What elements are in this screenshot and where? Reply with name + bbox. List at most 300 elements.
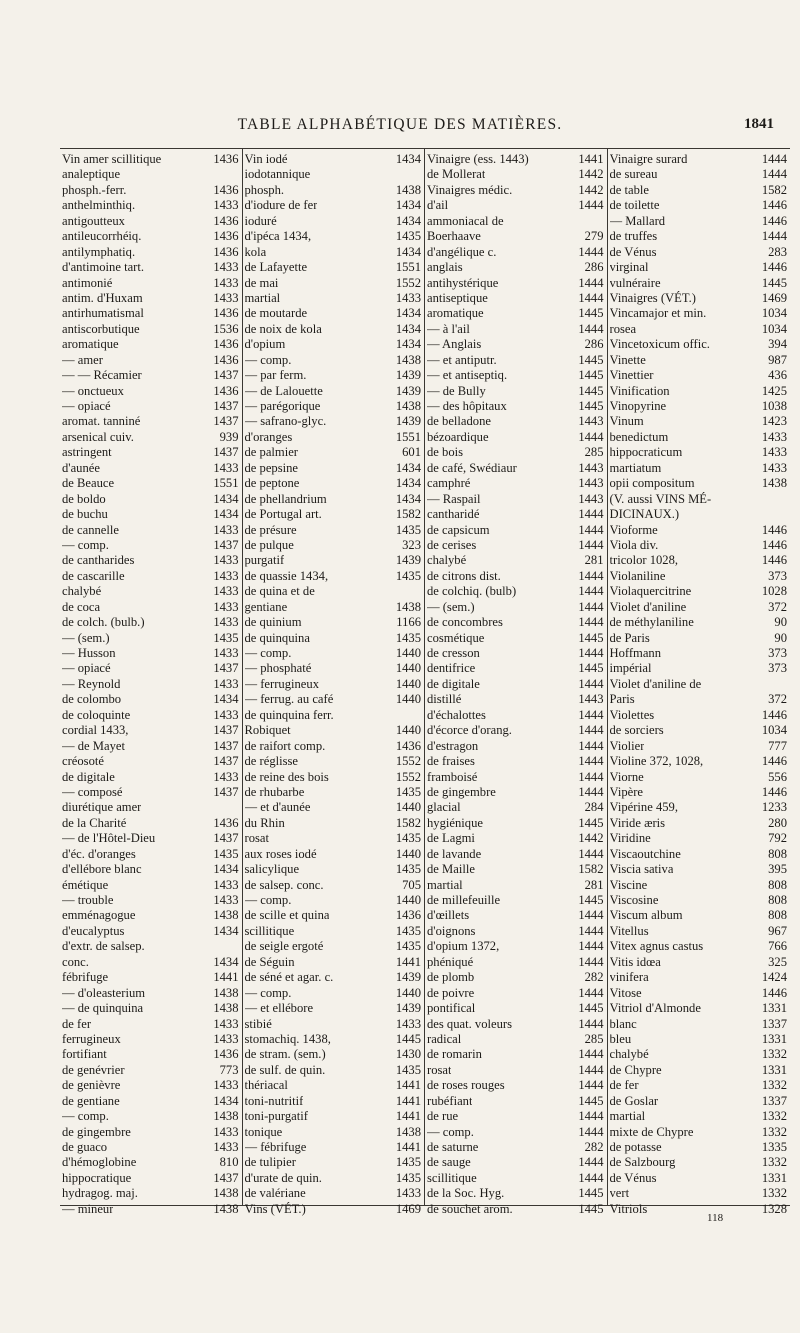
entry-page-ref: 1440 <box>395 893 421 907</box>
index-entry <box>245 183 422 198</box>
entry-term: mixte de Chypre <box>609 1124 694 1139</box>
index-entry <box>427 152 604 167</box>
entry-term: antilymphatiq. <box>62 244 136 259</box>
entry-term: de Portugal art. <box>244 507 322 522</box>
index-entry <box>245 862 422 877</box>
entry-term: d'œillets <box>427 908 470 923</box>
entry-term: de buchu <box>62 507 108 522</box>
entry-term: de raifort comp. <box>244 738 326 753</box>
index-entry <box>62 677 239 692</box>
index-entry <box>610 785 788 800</box>
entry-term: Viola div. <box>609 537 659 552</box>
index-entry <box>427 1017 604 1032</box>
entry-term: de boldo <box>62 491 106 506</box>
entry-page-ref: 1433 <box>395 290 421 305</box>
entry-term: d'échalottes <box>427 707 486 722</box>
entry-term: — d'oleasterium <box>62 985 146 1000</box>
entry-term: de souchet arom. <box>427 1201 513 1216</box>
index-entry <box>427 276 604 291</box>
entry-term: de sorciers <box>609 723 664 738</box>
entry-term: Viride æris <box>609 815 666 830</box>
entry-page-ref: 1441 <box>578 152 604 166</box>
index-entry <box>610 986 788 1001</box>
entry-page-ref: 1433 <box>761 445 787 460</box>
entry-page-ref: 808 <box>768 846 787 861</box>
entry-term: — safrano-glyc. <box>244 414 327 429</box>
entry-term: analeptique <box>62 167 121 182</box>
index-entry <box>427 1032 604 1047</box>
index-entry <box>62 492 239 507</box>
index-entry <box>427 847 604 862</box>
entry-page-ref: 1444 <box>578 244 604 259</box>
entry-term: de mai <box>244 275 279 290</box>
entry-term: kola <box>244 244 267 259</box>
entry-term: de cresson <box>427 646 480 660</box>
entry-page-ref: 282 <box>584 970 604 985</box>
entry-term: d'urate de quin. <box>244 1170 322 1185</box>
index-entry <box>62 692 239 707</box>
index-entry <box>245 430 422 445</box>
entry-term: ferrugineux <box>62 1031 121 1046</box>
index-entry <box>610 507 788 522</box>
entry-term: d'ail <box>427 198 449 213</box>
index-entry <box>245 986 422 1001</box>
entry-term: d'éc. d'oranges <box>62 846 136 861</box>
index-entry <box>610 924 788 939</box>
index-entry <box>62 214 239 229</box>
entry-page-ref: 1437 <box>213 738 239 753</box>
entry-page-ref: 1436 <box>213 1047 239 1062</box>
entry-term: du Rhin <box>244 815 285 830</box>
entry-page-ref: 1444 <box>578 537 604 552</box>
index-entry <box>245 1094 422 1109</box>
index-entry <box>427 214 604 229</box>
index-entry <box>610 553 788 568</box>
entry-term: Vinum <box>609 414 644 429</box>
entry-term: de millefeuille <box>427 893 501 907</box>
index-entry <box>427 1140 604 1155</box>
entry-term: — comp. <box>427 1124 474 1139</box>
index-entry <box>62 430 239 445</box>
entry-term: aromat. tanniné <box>62 414 141 429</box>
entry-page-ref: 1434 <box>395 460 421 475</box>
entry-term: créosoté <box>62 754 104 769</box>
index-entry <box>610 1155 788 1170</box>
entry-term: — de Bully <box>427 383 486 398</box>
index-entry <box>610 445 788 460</box>
entry-page-ref: 1446 <box>761 985 787 1000</box>
entry-page-ref: 1444 <box>578 584 604 599</box>
entry-term: — comp. <box>62 537 109 552</box>
entry-term: — de quinquina <box>62 1001 144 1016</box>
index-entry <box>610 1063 788 1078</box>
entry-page-ref: 1436 <box>213 182 239 197</box>
entry-term: Vin amer scillitique <box>62 152 162 166</box>
entry-term: — et antiputr. <box>427 352 497 367</box>
index-entry <box>62 183 239 198</box>
entry-term: de Paris <box>609 630 650 645</box>
index-entry <box>610 461 788 476</box>
entry-page-ref: 1434 <box>213 1093 239 1108</box>
entry-page-ref: 1328 <box>761 1201 787 1216</box>
entry-term: de truffes <box>609 229 658 244</box>
entry-term: d'ellébore blanc <box>62 862 142 877</box>
entry-term: martial <box>244 290 281 305</box>
entry-page-ref: 1440 <box>395 800 421 815</box>
entry-term: — mineur <box>62 1201 114 1216</box>
entry-term: Violettes <box>609 707 655 722</box>
index-entry <box>62 1109 239 1124</box>
index-entry <box>427 291 604 306</box>
entry-page-ref: 1446 <box>761 522 787 537</box>
index-entry <box>245 1063 422 1078</box>
entry-page-ref: 1436 <box>213 337 239 352</box>
entry-term: Robiquet <box>244 723 291 738</box>
entry-term: bézoardique <box>427 429 489 444</box>
entry-page-ref: 1433 <box>395 1016 421 1031</box>
entry-term: de cannelle <box>62 522 119 537</box>
entry-term: de Vénus <box>609 244 657 259</box>
entry-term: gentiane <box>244 599 288 614</box>
index-entry <box>427 384 604 399</box>
index-entry <box>245 970 422 985</box>
entry-term: chalybé <box>609 1047 649 1062</box>
entry-term: d'opium 1372, <box>427 939 500 954</box>
entry-page-ref: 1436 <box>213 213 239 228</box>
entry-term: cordial 1433, <box>62 723 129 738</box>
index-entry <box>245 1109 422 1124</box>
entry-term: antigoutteux <box>62 213 125 228</box>
entry-term: iodotannique <box>244 167 311 182</box>
entry-page-ref: 1438 <box>395 399 421 413</box>
entry-term: stomachiq. 1438, <box>244 1031 331 1046</box>
entry-term: Viridine <box>609 831 651 846</box>
index-entry <box>610 831 788 846</box>
entry-term: de guaco <box>62 1140 108 1154</box>
index-entry <box>427 461 604 476</box>
index-entry <box>62 1001 239 1016</box>
entry-term: purgatif <box>244 553 285 568</box>
index-entry <box>610 631 788 646</box>
entry-page-ref: 1444 <box>578 738 604 753</box>
entry-term: phosph. <box>244 182 285 197</box>
entry-term: — phosphaté <box>244 661 312 676</box>
entry-term: de Maille <box>427 862 475 877</box>
entry-page-ref: 1433 <box>213 584 239 599</box>
index-entry <box>610 198 788 213</box>
index-entry <box>62 1063 239 1078</box>
index-entry <box>62 167 239 182</box>
entry-page-ref: 1582 <box>761 182 787 197</box>
entry-page-ref: 1444 <box>578 522 604 537</box>
index-entry <box>610 939 788 954</box>
index-entry <box>245 553 422 568</box>
entry-term: framboisé <box>427 769 478 784</box>
entry-page-ref: 1436 <box>213 352 239 367</box>
entry-page-ref: 1445 <box>578 1093 604 1108</box>
index-entry <box>610 646 788 661</box>
entry-page-ref: 1443 <box>578 414 604 429</box>
entry-page-ref: 279 <box>584 229 604 244</box>
entry-term: de coloquinte <box>62 707 131 722</box>
index-entry <box>62 569 239 584</box>
entry-term: Viscum album <box>609 908 683 923</box>
index-entry <box>245 353 422 368</box>
entry-page-ref: 1443 <box>578 476 604 491</box>
index-entry <box>245 1140 422 1155</box>
entry-page-ref: 1434 <box>213 923 239 938</box>
entry-page-ref: 1443 <box>578 491 604 506</box>
index-entry <box>610 353 788 368</box>
index-entry <box>610 1109 788 1124</box>
entry-term: — Mallard <box>609 213 666 228</box>
index-entry <box>62 723 239 738</box>
entry-page-ref: 1446 <box>761 260 787 275</box>
entry-term: d'extr. de salsep. <box>62 939 145 954</box>
entry-term: d'aunée <box>62 460 100 475</box>
entry-term: distillé <box>427 692 462 707</box>
entry-page-ref: 285 <box>584 445 604 460</box>
entry-term: — ferrugineux <box>244 676 319 691</box>
index-entry <box>610 523 788 538</box>
entry-term: d'eucalyptus <box>62 923 125 938</box>
entry-term: chalybé <box>62 584 102 599</box>
entry-page-ref: 1434 <box>213 491 239 506</box>
index-entry <box>610 723 788 738</box>
index-entry <box>427 723 604 738</box>
entry-term: conc. <box>62 954 89 969</box>
index-entry <box>62 955 239 970</box>
entry-page-ref: 394 <box>768 337 787 352</box>
entry-page-ref: 1444 <box>761 167 787 182</box>
entry-term: fébrifuge <box>62 970 109 985</box>
index-entry <box>610 1001 788 1016</box>
entry-term: de genièvre <box>62 1078 121 1093</box>
entry-term: d'ipéca 1434, <box>244 229 312 244</box>
index-entry <box>62 445 239 460</box>
index-entry <box>62 893 239 908</box>
entry-page-ref: 1440 <box>395 676 421 691</box>
entry-page-ref: 286 <box>584 260 604 275</box>
entry-term: rosat <box>427 1062 452 1077</box>
entry-term: camphré <box>427 476 471 491</box>
entry-term: Vins (VÉT.) <box>244 1201 306 1216</box>
index-entry <box>610 816 788 831</box>
index-entry <box>427 322 604 337</box>
entry-page-ref: 1441 <box>395 1093 421 1108</box>
entry-term: — et ellébore <box>244 1001 314 1016</box>
entry-page-ref: 1440 <box>395 661 421 676</box>
entry-term: scillitique <box>244 923 295 938</box>
index-entry <box>427 1155 604 1170</box>
entry-term: de phellandrium <box>244 491 327 506</box>
entry-term: Viscine <box>609 877 648 892</box>
index-entry <box>427 677 604 692</box>
entry-term: martiatum <box>609 460 662 475</box>
entry-term: rubéfiant <box>427 1093 473 1108</box>
entry-page-ref: 1439 <box>395 1001 421 1016</box>
entry-term: de Mollerat <box>427 167 486 182</box>
index-entry <box>427 816 604 831</box>
entry-page-ref: 1438 <box>213 1201 239 1216</box>
index-entry <box>427 862 604 877</box>
index-entry <box>245 337 422 352</box>
entry-term: toni-purgatif <box>244 1109 308 1124</box>
entry-page-ref: 1434 <box>395 337 421 352</box>
index-entry <box>245 878 422 893</box>
entry-term: — de l'Hôtel-Dieu <box>62 831 156 846</box>
entry-page-ref: 1446 <box>761 553 787 568</box>
entry-term: Vitis idœa <box>609 954 661 969</box>
entry-page-ref: 1445 <box>578 399 604 413</box>
index-column-4 <box>608 149 791 1216</box>
entry-page-ref: 1445 <box>578 1201 604 1216</box>
index-entry <box>245 677 422 692</box>
entry-page-ref: 1434 <box>213 692 239 707</box>
entry-term: de gingembre <box>427 784 496 799</box>
index-entry <box>610 800 788 815</box>
entry-page-ref: 808 <box>768 908 787 923</box>
entry-term: de fer <box>62 1016 92 1031</box>
entry-page-ref: 1442 <box>578 167 604 182</box>
index-entry <box>245 167 422 182</box>
index-entry <box>610 399 788 414</box>
entry-term: Violet d'aniline <box>609 599 687 614</box>
entry-term: d'oignons <box>427 923 476 938</box>
entry-term: de capsicum <box>427 522 490 537</box>
index-entry <box>245 198 422 213</box>
index-entry <box>610 600 788 615</box>
index-entry <box>427 1078 604 1093</box>
entry-term: hygiénique <box>427 815 483 830</box>
entry-term: de Chypre <box>609 1062 662 1077</box>
entry-term: de concombres <box>427 615 503 630</box>
index-entry <box>427 661 604 676</box>
index-entry <box>245 692 422 707</box>
entry-page-ref: 1582 <box>395 507 421 522</box>
index-entry <box>245 584 422 599</box>
entry-page-ref: 1439 <box>395 368 421 383</box>
index-entry <box>62 862 239 877</box>
entry-page-ref: 1433 <box>213 1124 239 1139</box>
entry-term: vert <box>609 1186 630 1201</box>
entry-page-ref: 1444 <box>578 985 604 1000</box>
index-entry <box>610 1202 788 1217</box>
index-entry <box>62 754 239 769</box>
entry-term: — Anglais <box>427 337 482 352</box>
entry-term: Vincetoxicum offic. <box>609 337 710 352</box>
entry-page-ref: 1435 <box>395 522 421 537</box>
entry-page-ref: 1433 <box>213 553 239 568</box>
index-entry <box>245 245 422 260</box>
entry-page-ref: 1582 <box>395 815 421 830</box>
index-entry <box>245 476 422 491</box>
index-entry <box>62 384 239 399</box>
entry-page-ref: 1436 <box>213 815 239 830</box>
entry-page-ref: 1444 <box>578 599 604 614</box>
index-entry <box>245 631 422 646</box>
index-entry <box>62 908 239 923</box>
entry-term: d'iodure de fer <box>244 198 318 213</box>
entry-page-ref: 1433 <box>761 460 787 475</box>
entry-page-ref: 1436 <box>213 244 239 259</box>
index-entry <box>62 1125 239 1140</box>
entry-term: anglais <box>427 260 463 275</box>
entry-page-ref: 1434 <box>213 507 239 522</box>
entry-page-ref: 1433 <box>213 615 239 630</box>
entry-page-ref: 1469 <box>395 1201 421 1216</box>
entry-page-ref: 1433 <box>213 290 239 305</box>
index-entry <box>610 1094 788 1109</box>
entry-page-ref: 1436 <box>395 908 421 923</box>
index-entry <box>427 1202 604 1217</box>
entry-page-ref: 1438 <box>761 476 787 491</box>
entry-page-ref: 1435 <box>395 939 421 954</box>
entry-term: Viscosine <box>609 893 659 907</box>
index-entry <box>427 569 604 584</box>
index-entry <box>610 708 788 723</box>
entry-page-ref: 1332 <box>761 1124 787 1139</box>
entry-page-ref: 1445 <box>578 1001 604 1016</box>
entry-term: — (sem.) <box>62 630 110 645</box>
entry-term: de quassie 1434, <box>244 568 329 583</box>
index-entry <box>427 955 604 970</box>
entry-term: — Raspail <box>427 491 481 506</box>
index-entry <box>62 615 239 630</box>
index-entry <box>62 507 239 522</box>
entry-page-ref: 1435 <box>395 229 421 244</box>
entry-term: Vincamajor et min. <box>609 306 707 321</box>
entry-page-ref: 1438 <box>395 352 421 367</box>
entry-term: de plomb <box>427 970 475 985</box>
index-entry <box>427 615 604 630</box>
index-entry <box>427 445 604 460</box>
index-entry <box>245 1125 422 1140</box>
entry-term: de cascarille <box>62 568 125 583</box>
entry-page-ref: 1469 <box>761 290 787 305</box>
entry-term: Vitose <box>609 985 642 1000</box>
entry-term: Vinettier <box>609 368 654 383</box>
entry-term: de sauge <box>427 1155 471 1170</box>
index-entry <box>427 167 604 182</box>
entry-page-ref: 1445 <box>578 368 604 383</box>
index-entry <box>245 569 422 584</box>
index-entry <box>245 1001 422 1016</box>
entry-page-ref: 1445 <box>578 352 604 367</box>
index-entry <box>62 353 239 368</box>
index-entry <box>427 476 604 491</box>
index-entry <box>427 1001 604 1016</box>
index-entry <box>427 553 604 568</box>
entry-page-ref: 1424 <box>761 970 787 985</box>
entry-term: Violaquercitrine <box>609 584 692 599</box>
entry-page-ref: 1552 <box>395 769 421 784</box>
entry-term: Vitellus <box>609 923 649 938</box>
entry-term: de sulf. de quin. <box>244 1062 326 1077</box>
entry-term: de pepsine <box>244 460 299 475</box>
entry-term: de stram. (sem.) <box>244 1047 326 1062</box>
entry-page-ref: 1441 <box>395 1140 421 1154</box>
index-entry <box>62 847 239 862</box>
entry-page-ref: 1444 <box>578 676 604 691</box>
entry-page-ref: 1446 <box>761 754 787 769</box>
entry-page-ref: 1445 <box>578 306 604 321</box>
entry-page-ref: 1551 <box>213 476 239 491</box>
entry-page-ref: 373 <box>768 661 787 676</box>
index-entry <box>427 1047 604 1062</box>
index-entry <box>610 847 788 862</box>
entry-page-ref: 1331 <box>761 1170 787 1185</box>
